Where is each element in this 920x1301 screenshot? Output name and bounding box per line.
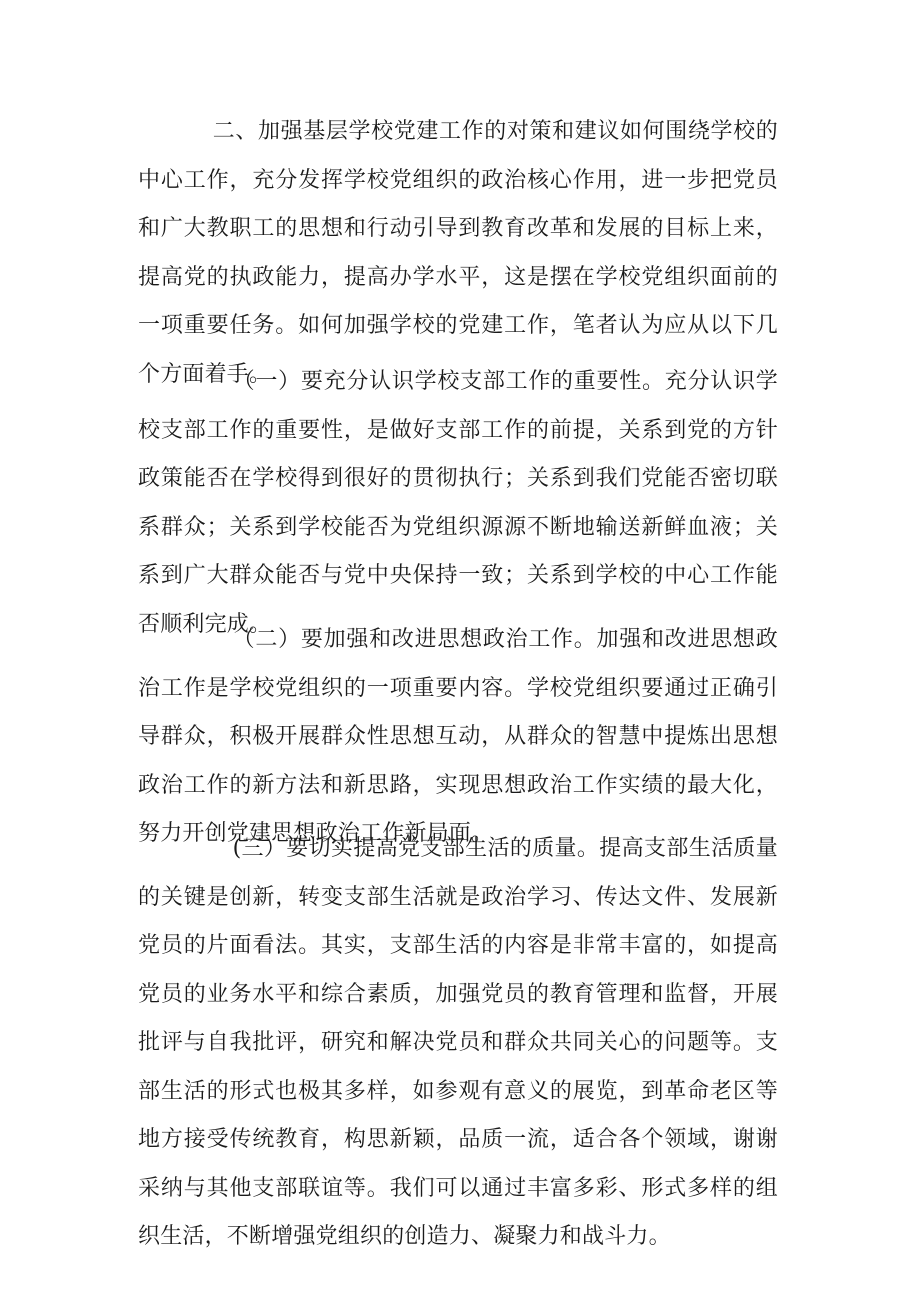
paragraph-branch-importance: （一）要充分认识学校支部工作的重要性。充分认识学校支部工作的重要性，是做好支部工作的前提，关系到党的方针政策能否在学校得到很好的贯彻执行；关系到我们党能否密切联系群众；关系到学校能否为党组织源源不断地输送新鲜血液；关系到广大群众能否与党中央保持一致；关系到学校的中心工作能否顺利完成。 <box>138 369 778 637</box>
paragraph-branch-life-quality: (三）要切实提高党支部生活的质量。提高支部生活质量的关键是创新，转变支部生活就是政治学习、传达文件、发展新党员的片面看法。其实，支部生活的内容是非常丰富的，如提高党员的业务水平和综合素质，加强党员的教育管理和监督，开展批评与自我批评，研究和解决党员和群众共同关心的问题等。支部生活的形式也极其多样，如参观有意义的展览，到革命老区等地方接受传统教育，构思新颖，品质一流，适合各个领域，谢谢采纳与其他支部联谊等。我们可以通过丰富多彩、形式多样的组织生活，不断增强党组织的创造力、凝聚力和战斗力。 <box>138 836 778 1249</box>
paragraph-ideological-work: （二）要加强和改进思想政治工作。加强和改进思想政治工作是学校党组织的一项重要内容。学校党组织要通过正确引导群众，积极开展群众性思想互动，从群众的智慧中提炼出思想政治工作的新方法和新思路，实现思想政治工作实绩的最大化，努力开创党建思想政治工作新局面。 <box>138 627 778 846</box>
paragraph-countermeasures-intro: 二、加强基层学校党建工作的对策和建议如何围绕学校的中心工作，充分发挥学校党组织的政治核心作用，进一步把党员和广大教职工的思想和行动引导到教育改革和发展的目标上来，提高党的执政能力，提高办学水平，这是摆在学校党组织面前的一项重要任务。如何加强学校的党建工作，笔者认为应从以下几个方面着手。 <box>138 119 778 387</box>
